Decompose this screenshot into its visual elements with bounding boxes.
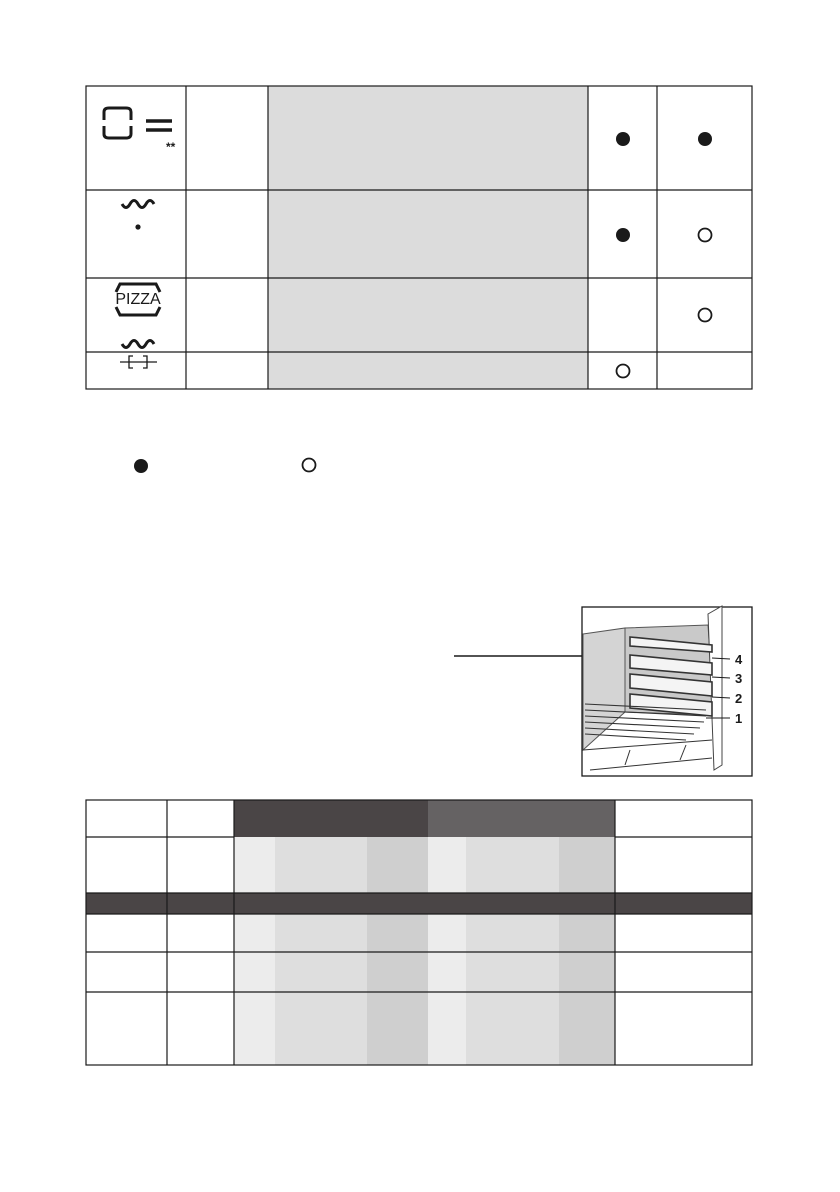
- shelf-position-figure: [0, 600, 840, 790]
- fan-heat-icon: [122, 201, 154, 230]
- defrost-icon: [120, 356, 157, 368]
- svg-text:PIZZA: PIZZA: [115, 291, 161, 308]
- filled-dot-icon: [616, 132, 630, 146]
- description-cell-2: [268, 190, 588, 278]
- shelf-label: 1: [735, 711, 743, 726]
- functions-table: [0, 0, 840, 400]
- top-bottom-heat-icon: [104, 108, 172, 138]
- shelf-label: 3: [735, 671, 743, 686]
- shelf-label: 2: [735, 691, 743, 706]
- description-cell-4: [268, 352, 588, 389]
- legend: [120, 452, 340, 482]
- footnote-marker: **: [166, 140, 176, 154]
- shaded-columns: [234, 837, 615, 1065]
- empty-dot-icon: [699, 309, 712, 322]
- filled-dot-icon: [616, 228, 630, 242]
- header-group-a: [234, 800, 428, 837]
- description-cell-1: [268, 86, 588, 190]
- filled-dot-icon: [698, 132, 712, 146]
- shelf-label: 4: [735, 652, 743, 667]
- section-band: [86, 893, 752, 914]
- empty-dot-icon: [699, 229, 712, 242]
- pizza-icon: [115, 284, 161, 348]
- empty-dot-icon: [617, 365, 630, 378]
- cooking-table: [0, 790, 840, 1080]
- header-group-b: [428, 800, 615, 837]
- empty-dot-icon: [303, 459, 316, 472]
- description-cell-3: [268, 278, 588, 352]
- filled-dot-icon: [134, 459, 148, 473]
